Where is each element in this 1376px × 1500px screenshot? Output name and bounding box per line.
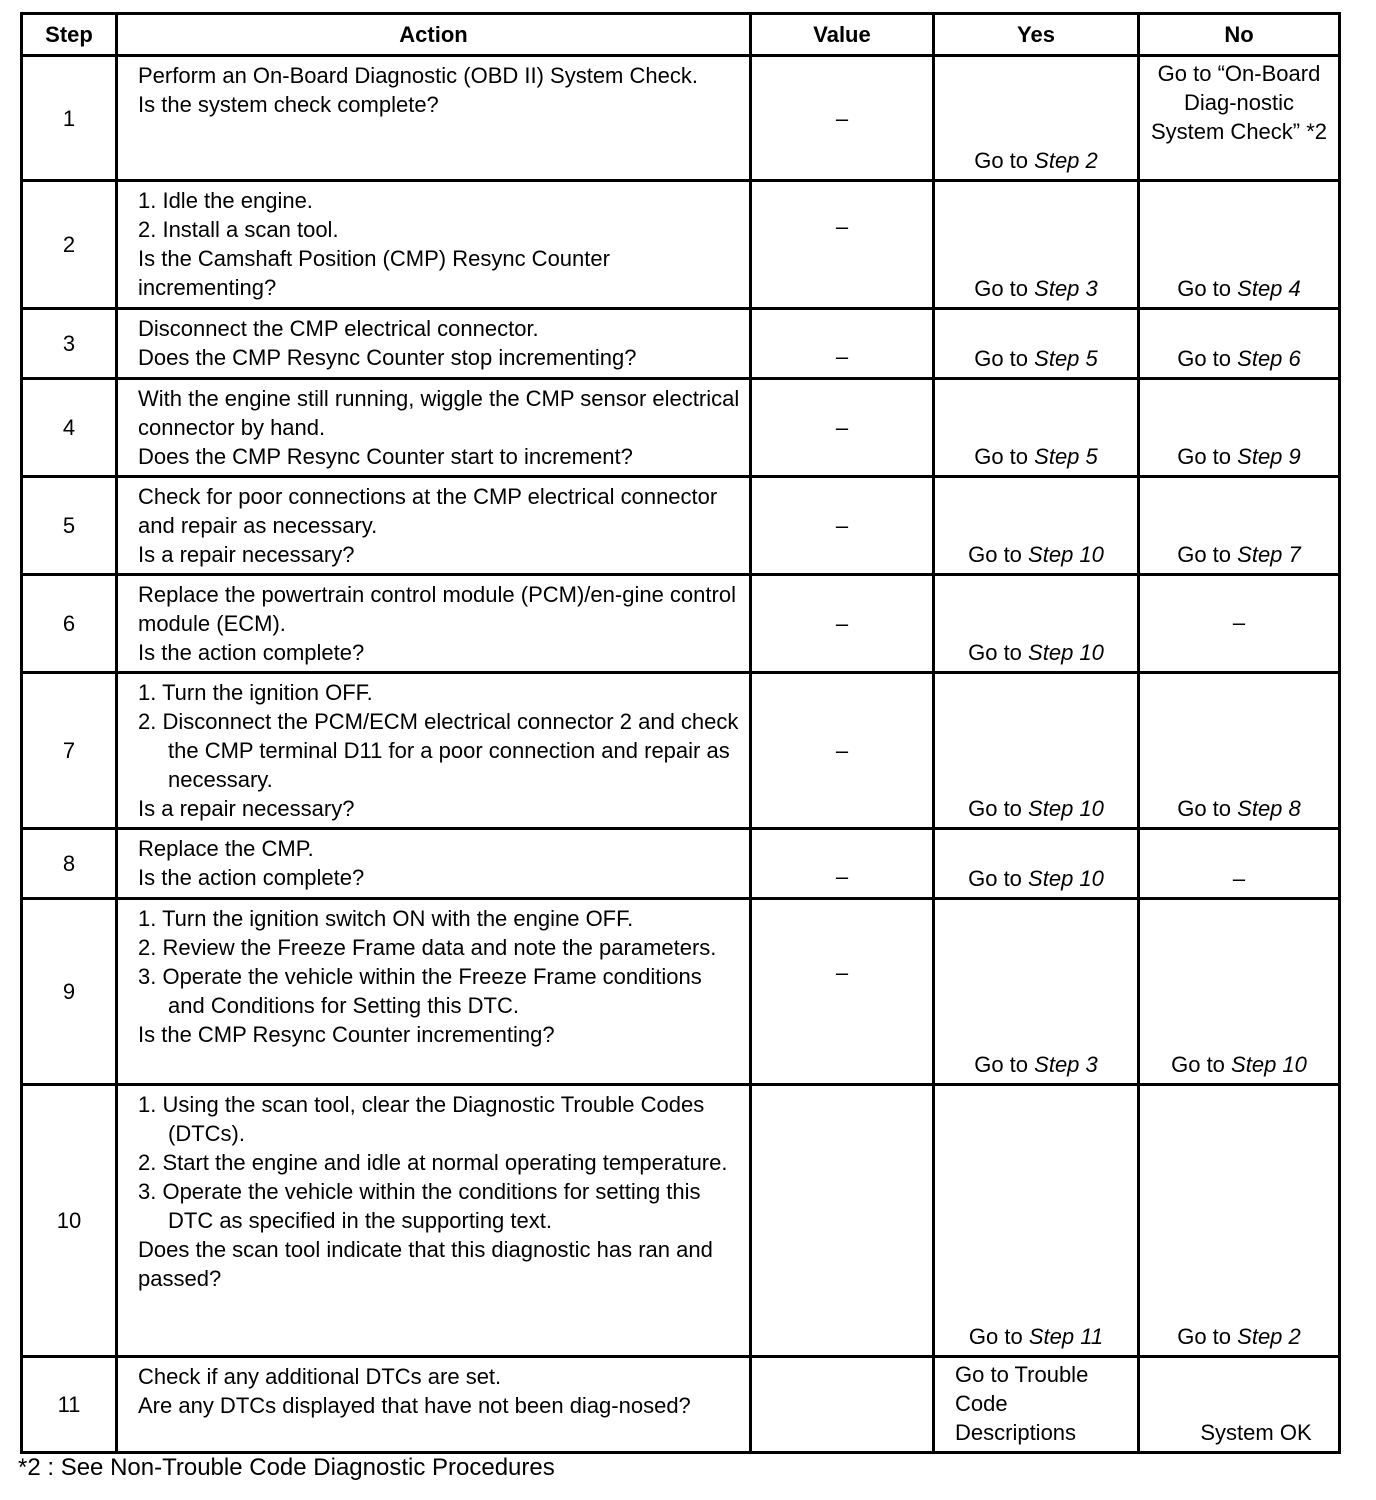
step-number: 5	[22, 477, 117, 575]
no-prefix: Go to	[1177, 444, 1232, 469]
yes-cell	[934, 181, 1139, 309]
step-number: 7	[22, 673, 117, 829]
yes-prefix: Go to	[968, 1324, 1023, 1349]
yes-prefix: Go to	[974, 276, 1029, 301]
yes-prefix: Go to	[968, 866, 1022, 891]
yes-step: Step 10	[1028, 542, 1104, 567]
action-question: Is the action complete?	[138, 640, 365, 665]
action-cell	[117, 1085, 751, 1357]
action-question: Are any DTCs displayed that have not been diag-nosed?	[138, 1393, 691, 1418]
yes-cell	[934, 1085, 1139, 1357]
action-question: Does the CMP Resync Counter start to increment?	[138, 444, 633, 469]
step-number: 9	[22, 899, 117, 1085]
yes-prefix: Go to	[974, 148, 1029, 173]
step-number: 3	[22, 309, 117, 379]
step-number: 2	[22, 181, 117, 309]
value-cell: –	[751, 575, 934, 673]
table-row	[22, 673, 1340, 829]
action-question: Is the system check complete?	[138, 92, 439, 117]
table-row	[22, 477, 1340, 575]
no-prefix: Go to	[1177, 276, 1232, 301]
step-number: 8	[22, 829, 117, 899]
action-question: Is a repair necessary?	[138, 542, 355, 567]
yes-step: Step 10	[1028, 640, 1104, 665]
step-number: 4	[22, 379, 117, 477]
action-line: With the engine still running, wiggle the CMP sensor electrical connector by hand.	[138, 386, 740, 440]
action-cell	[117, 1357, 751, 1453]
yes-step: Step 11	[1028, 1324, 1104, 1349]
value-cell: –	[751, 899, 934, 1085]
yes-cell: Go to Trouble Code Descriptions	[934, 1357, 1139, 1453]
no-cell	[1139, 309, 1340, 379]
yes-cell	[934, 379, 1139, 477]
step-number: 10	[22, 1085, 117, 1357]
yes-cell	[934, 575, 1139, 673]
no-prefix: Go to	[1171, 1052, 1225, 1077]
action-cell	[117, 899, 751, 1085]
no-cell: System OK	[1139, 1357, 1340, 1453]
yes-prefix: Go to	[974, 346, 1029, 371]
value-cell	[751, 1357, 934, 1453]
header-value: Value	[751, 14, 934, 56]
yes-step: Step 2	[1034, 148, 1098, 173]
step-number: 11	[22, 1357, 117, 1453]
action-line: Replace the powertrain control module (PCM)/en-gine control module (ECM).	[138, 582, 736, 636]
action-cell	[117, 379, 751, 477]
yes-step: Step 10	[1028, 796, 1104, 821]
table-row	[22, 181, 1340, 309]
no-step: Step 6	[1237, 346, 1301, 371]
value-cell: –	[751, 477, 934, 575]
action-line: Perform an On-Board Diagnostic (OBD II) System Check.	[138, 63, 698, 88]
yes-cell	[934, 829, 1139, 899]
action-question: Is the CMP Resync Counter incrementing?	[138, 1022, 555, 1047]
yes-step: Step 3	[1034, 276, 1098, 301]
no-prefix: Go to	[1177, 1324, 1232, 1349]
action-line: 2. Disconnect the PCM/ECM electrical connector 2 and check the CMP terminal D11 for a poor connection and repair as necessary.	[138, 709, 739, 792]
action-cell	[117, 829, 751, 899]
yes-step: Step 5	[1034, 444, 1098, 469]
action-cell	[117, 673, 751, 829]
yes-cell	[934, 899, 1139, 1085]
yes-prefix: Go to	[974, 444, 1029, 469]
table-row	[22, 899, 1340, 1085]
header-row	[22, 14, 1340, 56]
table-row	[22, 575, 1340, 673]
action-line: 2. Install a scan tool.	[138, 217, 339, 242]
header-step: Step	[22, 14, 117, 56]
no-cell	[1139, 1085, 1340, 1357]
header-action: Action	[117, 14, 751, 56]
value-cell: –	[751, 309, 934, 379]
action-line: 3. Operate the vehicle within the Freeze Frame conditions and Conditions for Setting this DTC.	[138, 964, 702, 1018]
action-line: 1. Turn the ignition OFF.	[138, 680, 373, 705]
action-line: Disconnect the CMP electrical connector.	[138, 316, 539, 341]
value-cell	[751, 1085, 934, 1357]
no-cell	[1139, 379, 1340, 477]
yes-prefix: Go to	[968, 796, 1022, 821]
action-question: Does the CMP Resync Counter stop incrementing?	[138, 345, 637, 370]
action-line: 3. Operate the vehicle within the conditions for setting this DTC as specified in the supporting text.	[138, 1179, 701, 1233]
value-cell: –	[751, 181, 934, 309]
step-number: 1	[22, 56, 117, 181]
no-step: Step 8	[1237, 796, 1301, 821]
action-line: 1. Idle the engine.	[138, 188, 313, 213]
table-row	[22, 379, 1340, 477]
yes-step: Step 5	[1034, 346, 1098, 371]
yes-prefix: Go to	[974, 1052, 1029, 1077]
value-cell: –	[751, 829, 934, 899]
yes-cell	[934, 477, 1139, 575]
action-line: 1. Turn the ignition switch ON with the engine OFF.	[138, 906, 634, 931]
no-step: Step 4	[1237, 276, 1301, 301]
action-cell	[117, 181, 751, 309]
yes-prefix: Go to	[968, 542, 1022, 567]
diagnostic-table	[20, 12, 1341, 1454]
no-cell	[1139, 477, 1340, 575]
action-cell	[117, 56, 751, 181]
no-cell	[1139, 899, 1340, 1085]
table-row	[22, 56, 1340, 181]
header-no: No	[1139, 14, 1340, 56]
action-cell	[117, 309, 751, 379]
action-question: Is the Camshaft Position (CMP) Resync Counter incrementing?	[138, 246, 610, 300]
table-row	[22, 309, 1340, 379]
footnote: *2 : See Non-Trouble Code Diagnostic Procedures	[18, 1454, 555, 1481]
yes-cell	[934, 673, 1139, 829]
action-line: Replace the CMP.	[138, 836, 314, 861]
table-row	[22, 1357, 1340, 1453]
no-prefix: Go to	[1177, 346, 1232, 371]
action-line: 1. Using the scan tool, clear the Diagnostic Trouble Codes (DTCs).	[138, 1092, 705, 1146]
no-cell: Go to “On-Board Diag-nostic System Check” *2	[1139, 56, 1340, 181]
step-number: 6	[22, 575, 117, 673]
action-cell	[117, 477, 751, 575]
no-cell	[1139, 673, 1340, 829]
value-cell: –	[751, 673, 934, 829]
no-step: Step 2	[1237, 1324, 1301, 1349]
yes-cell	[934, 309, 1139, 379]
action-line: Check if any additional DTCs are set.	[138, 1364, 502, 1389]
no-cell	[1139, 181, 1340, 309]
no-step: Step 7	[1237, 542, 1301, 567]
value-cell: –	[751, 56, 934, 181]
no-cell: –	[1139, 575, 1340, 673]
no-cell: –	[1139, 829, 1340, 899]
value-cell: –	[751, 379, 934, 477]
action-line: 2. Start the engine and idle at normal operating temperature.	[138, 1150, 728, 1175]
header-yes: Yes	[934, 14, 1139, 56]
table-row	[22, 1085, 1340, 1357]
yes-step: Step 3	[1034, 1052, 1098, 1077]
action-line: Check for poor connections at the CMP electrical connector and repair as necessary.	[138, 484, 718, 538]
action-question: Is the action complete?	[138, 865, 365, 890]
action-question: Does the scan tool indicate that this diagnostic has ran and passed?	[138, 1237, 713, 1291]
table-row	[22, 829, 1340, 899]
yes-prefix: Go to	[968, 640, 1022, 665]
yes-step: Step 10	[1028, 866, 1104, 891]
no-prefix: Go to	[1177, 542, 1232, 567]
yes-cell	[934, 56, 1139, 181]
action-cell	[117, 575, 751, 673]
action-line: 2. Review the Freeze Frame data and note the parameters.	[138, 935, 717, 960]
no-prefix: Go to	[1177, 796, 1232, 821]
no-step: Step 9	[1237, 444, 1301, 469]
action-question: Is a repair necessary?	[138, 796, 355, 821]
no-step: Step 10	[1231, 1052, 1307, 1077]
